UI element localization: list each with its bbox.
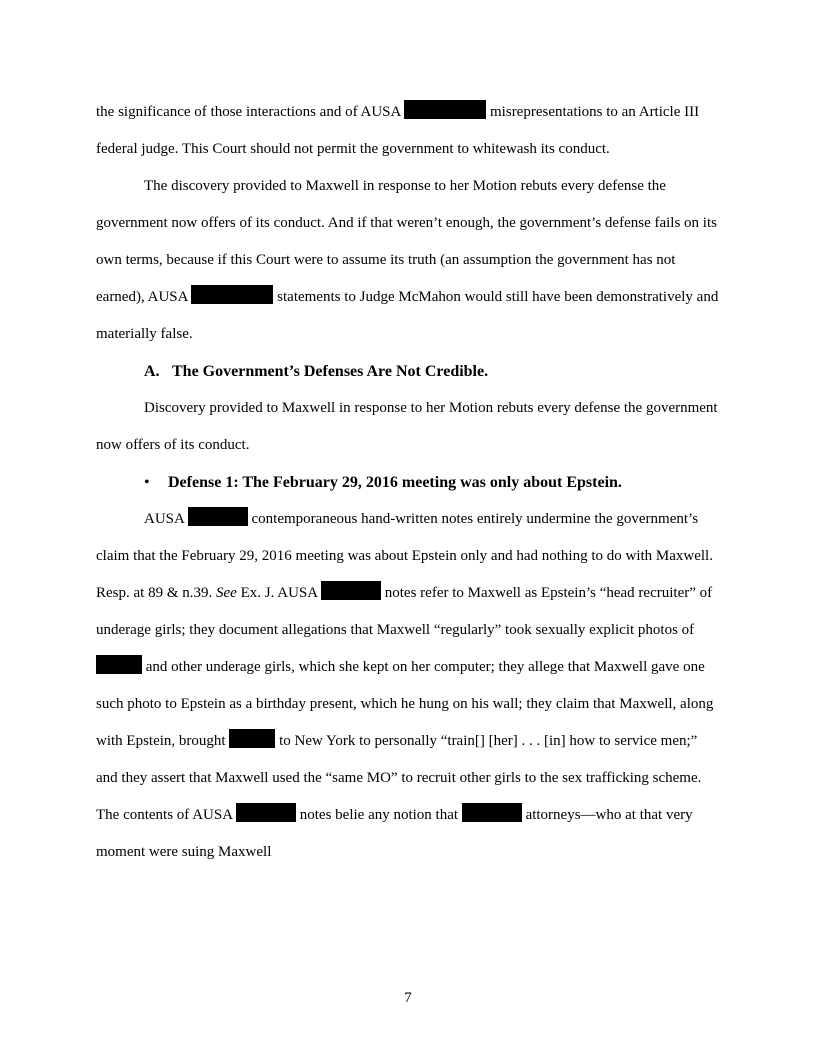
- section-heading: A. The Government’s Defenses Are Not Credible.: [144, 363, 489, 380]
- redaction-box: [236, 803, 296, 822]
- paragraph-1: the significance of those interactions and of AUSA misrepresentations to an Article III federal judge. This Court should not permit the government to whitewash its conduct.: [96, 94, 720, 168]
- paragraph-4: AUSA contemporaneous hand-written notes entirely undermine the government’s claim that the February 29, 2016 meeting was about Epstein only and had nothing to do with Maxwell. Resp. at 89 & n.39. See Ex. J. AUSA notes refer to Maxwell as Epstein’s “head recruiter” of underage girls; they document allegations that Maxwell “regularly” took sexually explicit photos of and other underage girls, which she kept on her computer; they allege that Maxwell gave one such photo to Epstein as a birthday present, which he hung on his wall; they claim that Maxwell, along with Epstein, brought to New York to personally “train[] [her] . . . [in] how to service men;” and they assert that Maxwell used the “same MO” to recruit other girls to the sex trafficking scheme. The contents of AUSA notes belie any notion that attorneys—who at that very moment were suing Maxwell: [96, 501, 720, 871]
- document-page: [96, 94, 720, 871]
- redaction-box: [96, 655, 142, 674]
- paragraph-3: Discovery provided to Maxwell in response to her Motion rebuts every defense the government now offers of its conduct.: [96, 400, 718, 453]
- page-number: 7: [404, 990, 412, 1006]
- redaction-box: [404, 100, 486, 119]
- redaction-box: [188, 507, 248, 526]
- redaction-box: [191, 285, 273, 304]
- bullet-icon: •: [144, 474, 150, 491]
- paragraph-2: The discovery provided to Maxwell in response to her Motion rebuts every defense the government now offers of its conduct. And if that weren’t enough, the government’s defense fails on its own terms, because if this Court were to assume its truth (an assumption the government has not earned), AUSA statements to Judge McMahon would still have been demonstratively and materially false.: [96, 178, 719, 342]
- redaction-box: [229, 729, 275, 748]
- redaction-box: [321, 581, 381, 600]
- defense-heading: • Defense 1: The February 29, 2016 meeting was only about Epstein.: [96, 464, 720, 501]
- redaction-box: [462, 803, 522, 822]
